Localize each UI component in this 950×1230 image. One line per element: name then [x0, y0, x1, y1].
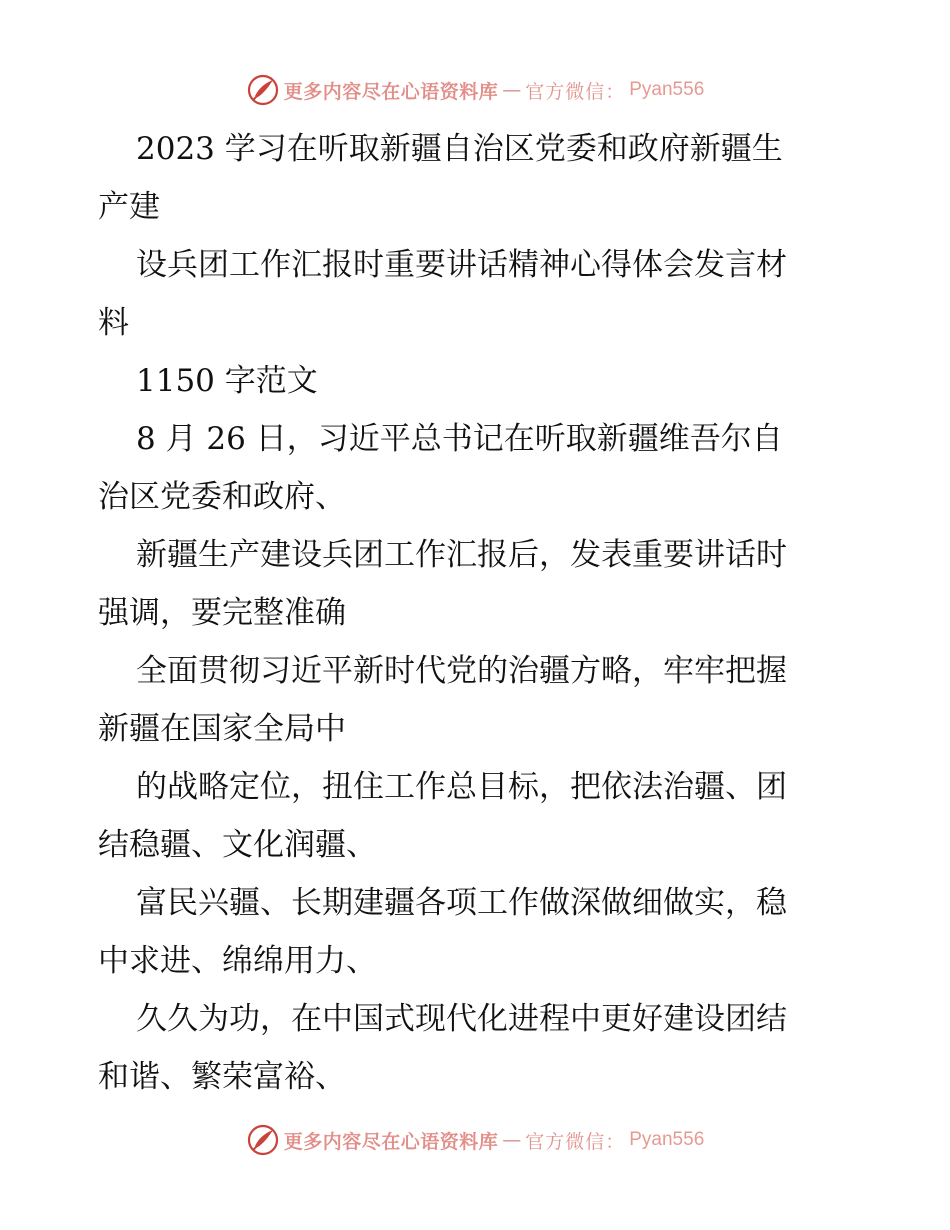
title-line-1: 2023 学习在听取新疆自治区党委和政府新疆生	[136, 131, 783, 167]
paragraph-line: 8 月 26 日，习近平总书记在听取新疆维吾尔自	[136, 421, 783, 457]
quill-logo-icon	[246, 1123, 280, 1157]
watermark-site-text: 更多内容尽在心语资料库	[283, 1130, 499, 1153]
paragraph-line: 久久为功，在中国式现代化进程中更好建设团结	[136, 1001, 787, 1037]
watermark-site-text: 更多内容尽在心语资料库	[283, 80, 499, 103]
title-line-2: 产建	[98, 189, 160, 225]
paragraph-line: 的战略定位，扭住工作总目标，把依法治疆、团	[136, 769, 787, 805]
watermark-wechat-id: Pyan556	[629, 79, 705, 100]
title-line-3: 设兵团工作汇报时重要讲话精神心得体会发言材	[136, 247, 787, 283]
watermark-wechat-id: Pyan556	[629, 1129, 705, 1150]
paragraph-line: 新疆在国家全局中	[98, 711, 346, 747]
paragraph-line: 富民兴疆、长期建疆各项工作做深做细做实，稳	[136, 885, 787, 921]
watermark-banner-bottom	[0, 1120, 950, 1160]
paragraph-line: 全面贯彻习近平新时代党的治疆方略，牢牢把握	[136, 653, 787, 689]
quill-logo-icon	[246, 73, 280, 107]
title-line-4: 料	[98, 305, 129, 341]
watermark-separator: —	[502, 1129, 522, 1151]
watermark-banner-top	[0, 70, 950, 110]
watermark-separator: —	[502, 79, 522, 101]
paragraph-line: 结稳疆、文化润疆、	[98, 827, 377, 863]
paragraph-line: 治区党委和政府、	[98, 479, 346, 515]
paragraph-line: 新疆生产建设兵团工作汇报后，发表重要讲话时	[136, 537, 787, 573]
paragraph-line: 中求进、绵绵用力、	[98, 943, 377, 979]
paragraph-line: 和谐、繁荣富裕、	[98, 1059, 346, 1095]
paragraph-line: 强调，要完整准确	[98, 595, 346, 631]
document-body	[98, 120, 854, 1106]
word-count-line: 1150 字范文	[136, 363, 318, 399]
watermark-wechat-label: 官方微信：	[525, 80, 626, 103]
watermark-wechat-label: 官方微信：	[525, 1130, 626, 1153]
